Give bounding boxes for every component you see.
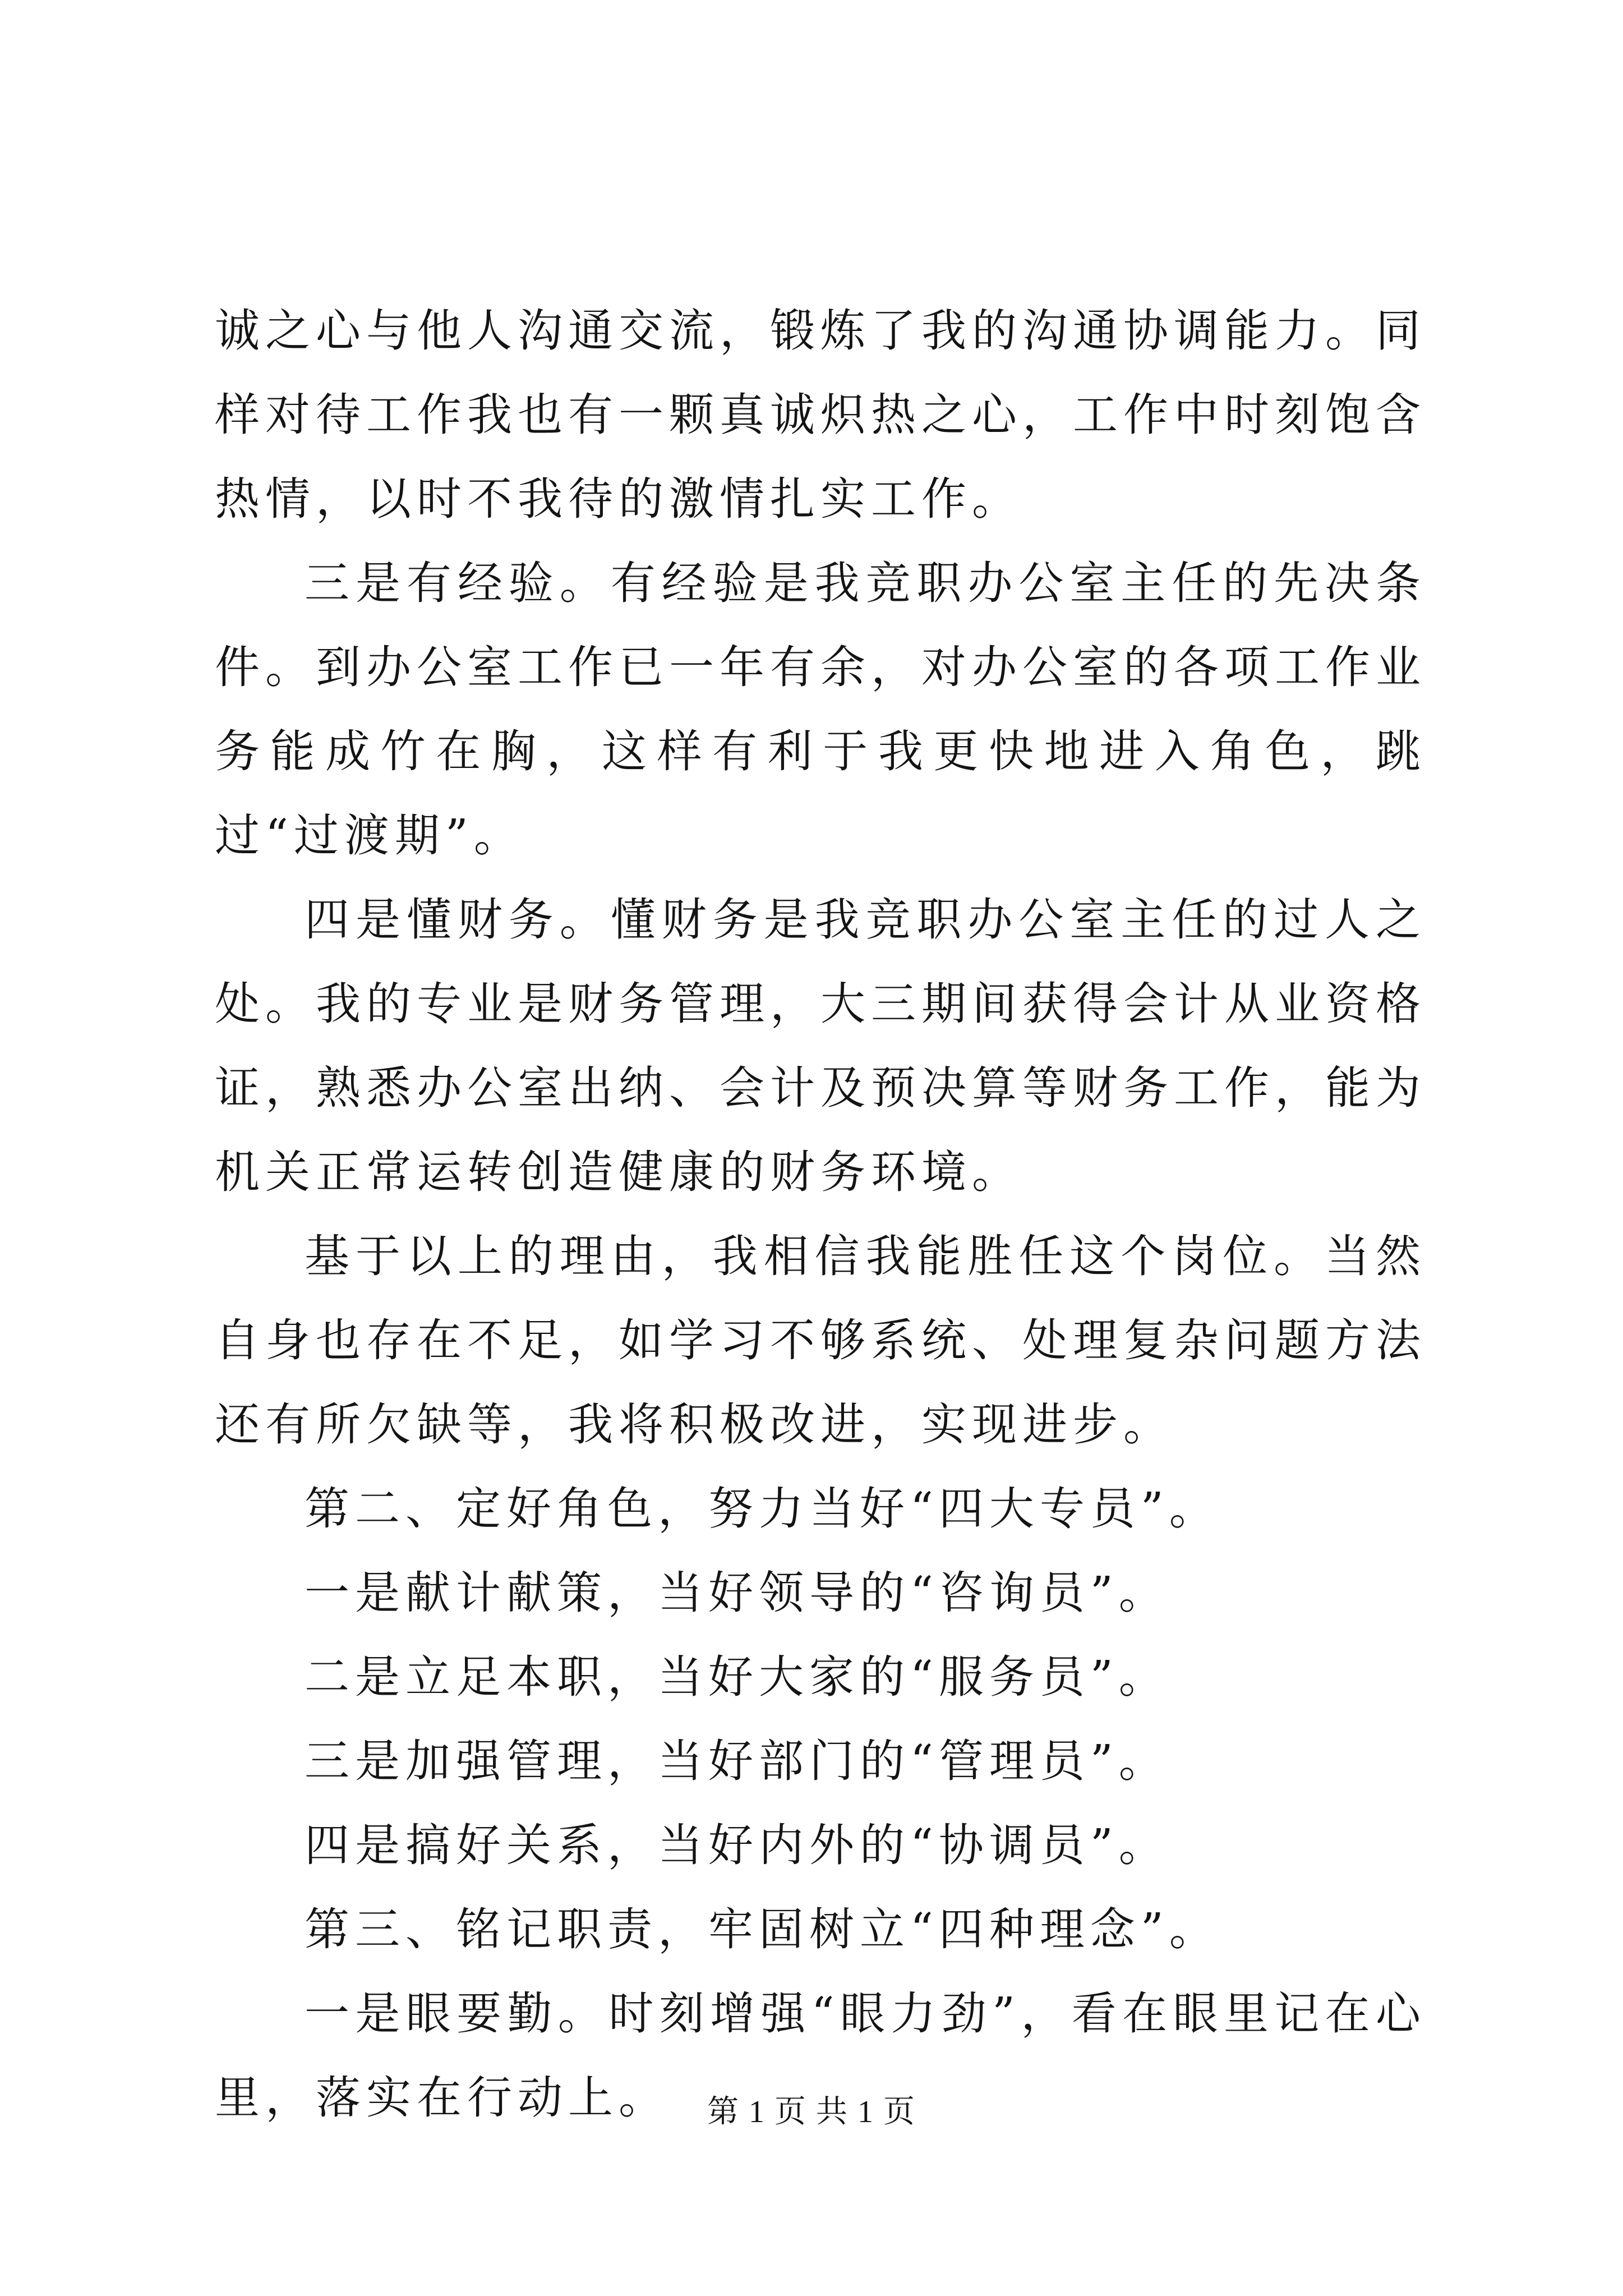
paragraph-3: 四是懂财务。懂财务是我竞职办公室主任的过人之处。我的专业是财务管理，大三期间获得会计从业资格证，熟悉办公室出纳、会计及预决算等财务工作，能为机关正常运转创造健康的财务环境。 [215,894,1426,1198]
list-item-consultant: 一是献计献策，当好领导的“咨询员”。 [305,1567,1169,1619]
section-heading-2: 第二、定好角色，努力当好“四大专员”。 [305,1483,1220,1535]
list-item-manager: 三是加强管理，当好部门的“管理员”。 [305,1735,1169,1787]
list-item-service: 二是立足本职，当好大家的“服务员”。 [305,1651,1169,1703]
section-heading-3: 第三、铭记职责，牢固树立“四种理念”。 [305,1903,1220,1955]
list-item-eyes: 一是眼要勤。时刻增强“眼力劲”，看在眼里记在心里，落实在行动上。 [215,1987,1426,2124]
page-footer: 第 1 页 共 1 页 [707,2095,916,2129]
paragraph-4: 基于以上的理由，我相信我能胜任这个岗位。当然自身也存在不足，如学习不够系统、处理复杂问题方法还有所欠缺等，我将积极改进，实现进步。 [215,1230,1426,1451]
paragraph-2: 三是有经验。有经验是我竞职办公室主任的先决条件。到办公室工作已一年有余，对办公室的各项工作业务能成竹在胸，这样有利于我更快地进入角色，跳过“过渡期”。 [215,557,1426,862]
paragraph-1: 诚之心与他人沟通交流，锻炼了我的沟通协调能力。同样对待工作我也有一颗真诚炽热之心，工作中时刻饱含热情，以时不我待的激情扎实工作。 [215,305,1426,525]
list-item-coordinator: 四是搞好关系，当好内外的“协调员”。 [305,1819,1169,1871]
document-body [215,289,1426,2140]
